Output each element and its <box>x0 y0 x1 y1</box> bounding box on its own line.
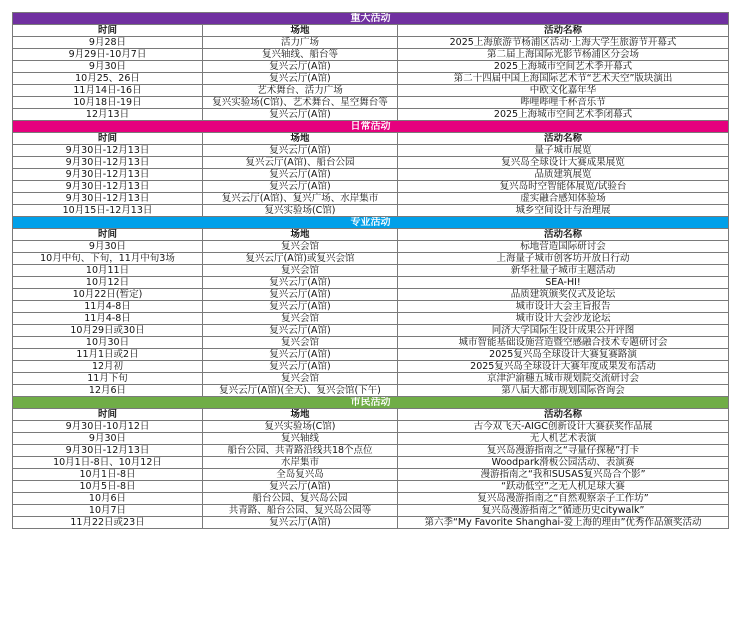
venue-cell: 复兴会馆 <box>203 313 398 325</box>
venue-cell: 复兴实验场(C馆) <box>203 421 398 433</box>
section-header-row <box>13 121 729 133</box>
date-cell: 9月30日-10月12日 <box>13 421 203 433</box>
venue-cell: 复兴会馆 <box>203 373 398 385</box>
activity-cell: 无人机艺术表演 <box>398 433 729 445</box>
table-row <box>13 301 729 313</box>
venue-cell: 复兴云厅(A馆) <box>203 181 398 193</box>
table-row <box>13 181 729 193</box>
column-header-row <box>13 409 729 421</box>
activity-cell: 2025上海城市空间艺术季开幕式 <box>398 61 729 73</box>
venue-column-header: 场地 <box>203 409 398 421</box>
table-row <box>13 433 729 445</box>
activity-cell: 品质建筑展览 <box>398 169 729 181</box>
table-row <box>13 109 729 121</box>
date-cell: 11月14日-16日 <box>13 85 203 97</box>
table-row <box>13 253 729 265</box>
venue-cell: 复兴云厅(A馆) <box>203 301 398 313</box>
activity-cell: 城乡空间设计与治理展 <box>398 205 729 217</box>
activity-cell: 复兴岛全球设计大赛成果展览 <box>398 157 729 169</box>
venue-cell: 复兴云厅(A馆)或复兴会馆 <box>203 253 398 265</box>
venue-cell: 复兴云厅(A馆)、复兴广场、水岸集市 <box>203 193 398 205</box>
venue-cell: 复兴实验场(C馆) <box>203 205 398 217</box>
date-cell: 10月1日-8日 <box>13 469 203 481</box>
venue-cell: 共青路、船台公园、复兴岛公园等 <box>203 505 398 517</box>
activity-cell: “跃动低空”之无人机足球大赛 <box>398 481 729 493</box>
table-row <box>13 373 729 385</box>
venue-cell: 水岸集市 <box>203 457 398 469</box>
venue-cell: 复兴云厅(A馆) <box>203 277 398 289</box>
venue-cell: 复兴云厅(A馆) <box>203 289 398 301</box>
date-cell: 9月30日-12月13日 <box>13 157 203 169</box>
date-cell: 10月30日 <box>13 337 203 349</box>
activity-cell: SEA-HI! <box>398 277 729 289</box>
table-row <box>13 493 729 505</box>
venue-cell: 复兴云厅(A馆) <box>203 169 398 181</box>
table-row <box>13 445 729 457</box>
date-cell: 10月29日或30日 <box>13 325 203 337</box>
date-column-header: 时间 <box>13 133 203 145</box>
activity-cell: 量子城市展览 <box>398 145 729 157</box>
date-cell: 9月30日 <box>13 61 203 73</box>
activity-cell: 复兴岛漫游指南之“寻量仔探秘”打卡 <box>398 445 729 457</box>
venue-column-header: 场地 <box>203 25 398 37</box>
date-column-header: 时间 <box>13 25 203 37</box>
activity-cell: 中欧文化嘉年华 <box>398 85 729 97</box>
activity-column-header: 活动名称 <box>398 133 729 145</box>
venue-cell: 艺术舞台、活力广场 <box>203 85 398 97</box>
venue-cell: 复兴会馆 <box>203 241 398 253</box>
table-row <box>13 193 729 205</box>
date-cell: 11月4-8日 <box>13 301 203 313</box>
date-cell: 10月12日 <box>13 277 203 289</box>
table-row <box>13 421 729 433</box>
table-row <box>13 73 729 85</box>
activity-cell: 城市智能基础设施营造暨空感融合技术专题研讨会 <box>398 337 729 349</box>
date-cell: 9月30日-12月13日 <box>13 145 203 157</box>
date-cell: 11月下旬 <box>13 373 203 385</box>
date-cell: 11月22日或23日 <box>13 517 203 529</box>
events-table <box>12 12 729 529</box>
activity-cell: 上海量子城市创客坊开放日行动 <box>398 253 729 265</box>
activity-cell: 复兴岛漫游指南之“循迹历史citywalk” <box>398 505 729 517</box>
activity-cell: 2025复兴岛全球设计大赛年度成果发布活动 <box>398 361 729 373</box>
table-row <box>13 145 729 157</box>
section-title: 重大活动 <box>13 13 729 25</box>
venue-cell: 复兴云厅(A馆) <box>203 61 398 73</box>
activity-cell: 第六季“My Favorite Shanghai-爱上海的理由”优秀作品颁奖活动 <box>398 517 729 529</box>
date-cell: 10月18日-19日 <box>13 97 203 109</box>
table-row <box>13 241 729 253</box>
activity-cell: 城市设计大会主旨报告 <box>398 301 729 313</box>
activity-cell: 虚实融合感知体验场 <box>398 193 729 205</box>
table-row <box>13 97 729 109</box>
activity-cell: 古今双飞天-AIGC创新设计大赛获奖作品展 <box>398 421 729 433</box>
venue-cell: 复兴云厅(A馆) <box>203 517 398 529</box>
venue-cell: 复兴云厅(A馆) <box>203 361 398 373</box>
date-cell: 12月6日 <box>13 385 203 397</box>
table-row <box>13 85 729 97</box>
date-cell: 11月4-8日 <box>13 313 203 325</box>
date-cell: 9月30日 <box>13 241 203 253</box>
activity-column-header: 活动名称 <box>398 409 729 421</box>
venue-cell: 复兴轴线 <box>203 433 398 445</box>
activity-cell: 第八届大都市规划国际咨询会 <box>398 385 729 397</box>
activity-column-header: 活动名称 <box>398 229 729 241</box>
activity-cell: 第二十四届中国上海国际艺术节“艺术天空”版块演出 <box>398 73 729 85</box>
table-row <box>13 337 729 349</box>
table-row <box>13 157 729 169</box>
activity-cell: 2025复兴岛全球设计大赛复赛路演 <box>398 349 729 361</box>
activity-cell: 品质建筑颁奖仪式及论坛 <box>398 289 729 301</box>
section-header-row <box>13 13 729 25</box>
column-header-row <box>13 133 729 145</box>
date-cell: 10月22日(暂定) <box>13 289 203 301</box>
date-cell: 10月15日-12月13日 <box>13 205 203 217</box>
date-cell: 9月30日-12月13日 <box>13 445 203 457</box>
date-cell: 9月30日-12月13日 <box>13 169 203 181</box>
venue-cell: 全岛复兴岛 <box>203 469 398 481</box>
activity-cell: 同济大学国际生设计成果公开评图 <box>398 325 729 337</box>
section-header-row <box>13 397 729 409</box>
venue-cell: 复兴云厅(A馆)(全天)、复兴会馆(下午) <box>203 385 398 397</box>
date-cell: 12月初 <box>13 361 203 373</box>
date-cell: 10月1日-8日、10月12日 <box>13 457 203 469</box>
venue-cell: 复兴会馆 <box>203 265 398 277</box>
events-sheet <box>12 12 728 529</box>
activity-cell: 新华社量子城市主题活动 <box>398 265 729 277</box>
events-table-body <box>13 13 729 529</box>
activity-cell: 京津沪渝穗五城市规划院交流研讨会 <box>398 373 729 385</box>
date-cell: 12月13日 <box>13 109 203 121</box>
section-header-row <box>13 217 729 229</box>
date-cell: 9月29日-10月7日 <box>13 49 203 61</box>
section-title: 市民活动 <box>13 397 729 409</box>
date-cell: 10月25、26日 <box>13 73 203 85</box>
date-cell: 10月7日 <box>13 505 203 517</box>
table-row <box>13 289 729 301</box>
activity-cell: 复兴岛时空智能体展览/试验台 <box>398 181 729 193</box>
venue-cell: 复兴会馆 <box>203 337 398 349</box>
date-column-header: 时间 <box>13 229 203 241</box>
table-row <box>13 313 729 325</box>
date-cell: 9月30日-12月13日 <box>13 193 203 205</box>
date-cell: 10月5日-8日 <box>13 481 203 493</box>
activity-cell: 哔哩哔哩千杯音乐节 <box>398 97 729 109</box>
date-cell: 11月1日或2日 <box>13 349 203 361</box>
date-cell: 9月30日 <box>13 433 203 445</box>
section-title: 日常活动 <box>13 121 729 133</box>
table-row <box>13 481 729 493</box>
table-row <box>13 505 729 517</box>
table-row <box>13 517 729 529</box>
activity-cell: 第二届上海国际光影节杨浦区分会场 <box>398 49 729 61</box>
table-row <box>13 325 729 337</box>
date-cell: 9月28日 <box>13 37 203 49</box>
venue-cell: 复兴云厅(A馆) <box>203 145 398 157</box>
column-header-row <box>13 229 729 241</box>
date-cell: 10月中旬、下旬，11月中旬3场 <box>13 253 203 265</box>
table-row <box>13 37 729 49</box>
column-header-row <box>13 25 729 37</box>
table-row <box>13 277 729 289</box>
table-row <box>13 385 729 397</box>
table-row <box>13 349 729 361</box>
date-cell: 10月11日 <box>13 265 203 277</box>
activity-cell: 城市设计大会沙龙论坛 <box>398 313 729 325</box>
table-row <box>13 205 729 217</box>
table-row <box>13 49 729 61</box>
venue-cell: 复兴云厅(A馆)、船台公园 <box>203 157 398 169</box>
date-cell: 9月30日-12月13日 <box>13 181 203 193</box>
venue-cell: 复兴云厅(A馆) <box>203 325 398 337</box>
activity-column-header: 活动名称 <box>398 25 729 37</box>
table-row <box>13 61 729 73</box>
venue-cell: 复兴云厅(A馆) <box>203 73 398 85</box>
venue-cell: 复兴轴线、船台等 <box>203 49 398 61</box>
venue-cell: 船台公园、复兴岛公园 <box>203 493 398 505</box>
date-column-header: 时间 <box>13 409 203 421</box>
table-row <box>13 169 729 181</box>
venue-cell: 活力广场 <box>203 37 398 49</box>
venue-cell: 复兴云厅(A馆) <box>203 109 398 121</box>
activity-cell: 漫游指南之“我和SUSAS复兴岛合个影” <box>398 469 729 481</box>
activity-cell: Woodpark滑板公园活动、表演赛 <box>398 457 729 469</box>
venue-column-header: 场地 <box>203 133 398 145</box>
activity-cell: 标地营造国际研讨会 <box>398 241 729 253</box>
activity-cell: 2025上海城市空间艺术季闭幕式 <box>398 109 729 121</box>
table-row <box>13 361 729 373</box>
activity-cell: 2025上海旅游节杨浦区活动·上海大学生旅游节开幕式 <box>398 37 729 49</box>
table-row <box>13 265 729 277</box>
venue-column-header: 场地 <box>203 229 398 241</box>
table-row <box>13 457 729 469</box>
table-row <box>13 469 729 481</box>
section-title: 专业活动 <box>13 217 729 229</box>
date-cell: 10月6日 <box>13 493 203 505</box>
venue-cell: 复兴实验场(C馆)、艺术舞台、星空舞台等 <box>203 97 398 109</box>
venue-cell: 复兴云厅(A馆) <box>203 481 398 493</box>
venue-cell: 复兴云厅(A馆) <box>203 349 398 361</box>
activity-cell: 复兴岛漫游指南之“自然观察亲子工作坊” <box>398 493 729 505</box>
venue-cell: 船台公园、共青路沿线共18个点位 <box>203 445 398 457</box>
